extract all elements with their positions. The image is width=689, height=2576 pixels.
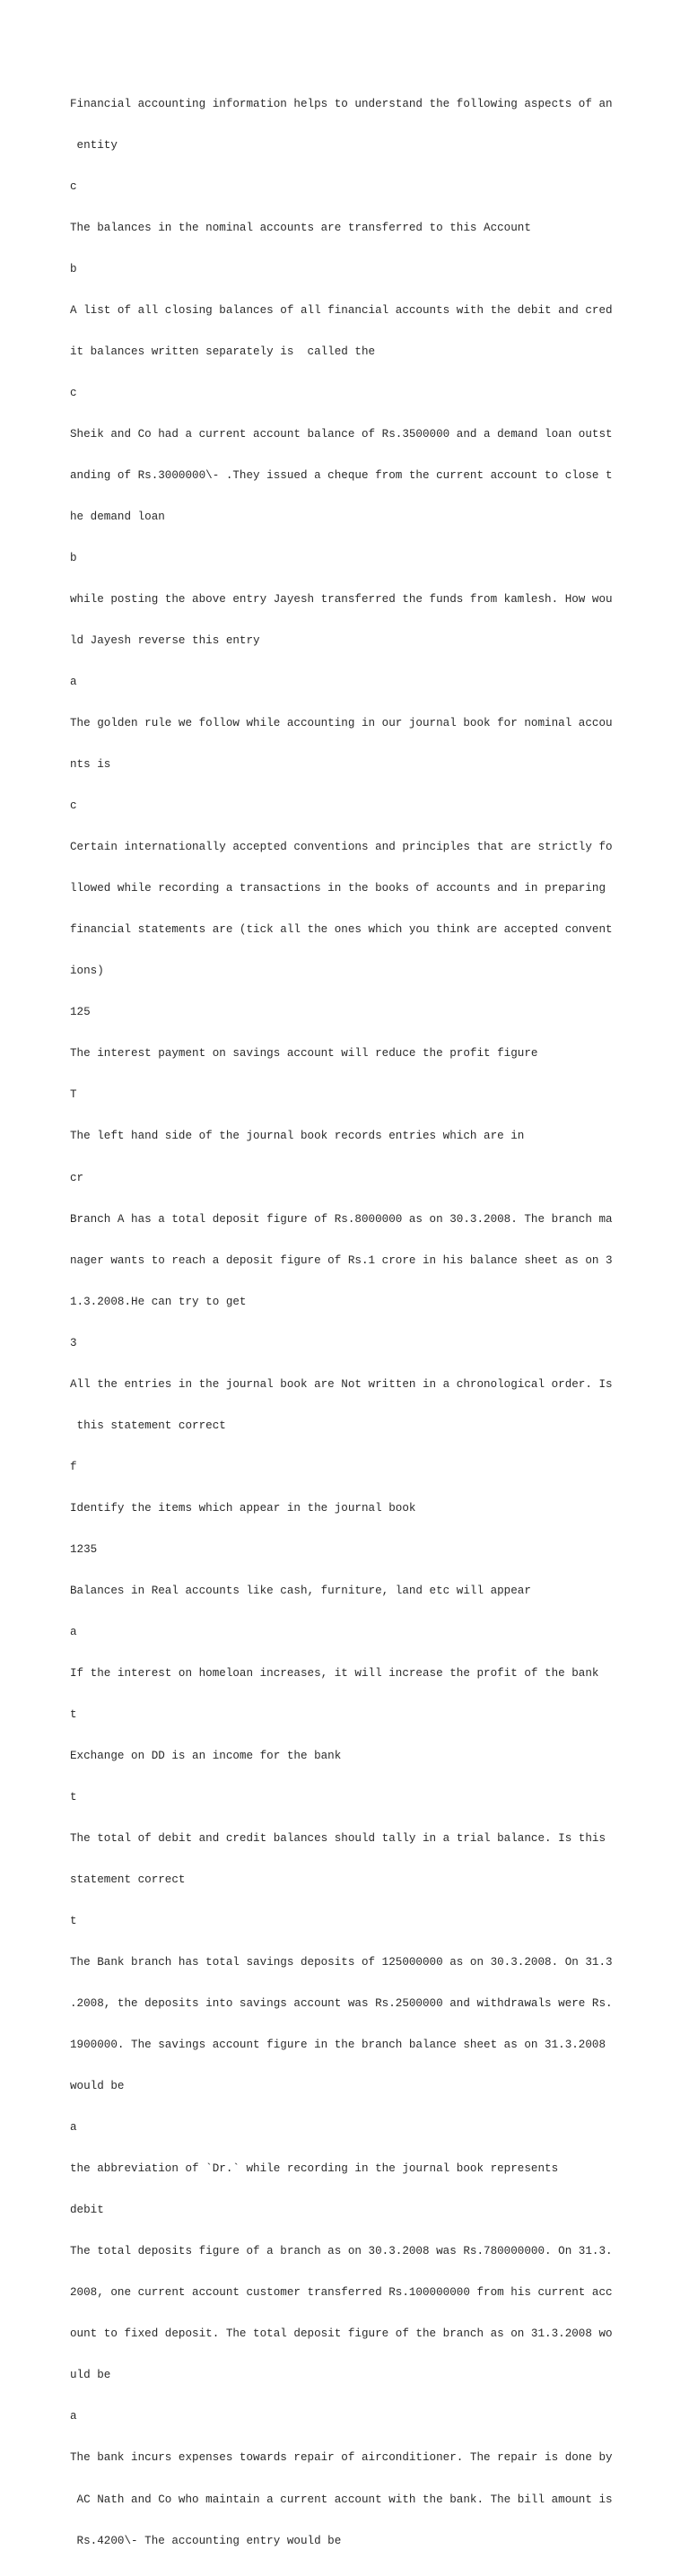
text-line: All the entries in the journal book are Not written in a chronological order. Is xyxy=(70,1377,613,1391)
text-line: 2008, one current account customer transferred Rs.100000000 from his current acc xyxy=(70,2286,613,2300)
text-line: llowed while recording a transactions in the books of accounts and in preparing xyxy=(70,882,606,895)
text-line: Identify the items which appear in the journal book xyxy=(70,1501,416,1515)
text-line: The Bank branch has total savings deposits of 125000000 as on 30.3.2008. On 31.3 xyxy=(70,1956,613,1969)
text-line: entity xyxy=(70,138,118,152)
text-line: b xyxy=(70,262,77,275)
text-line: t xyxy=(70,1915,77,1928)
text-line: a xyxy=(70,1625,77,1638)
text-line: t xyxy=(70,1707,77,1721)
text-line: The interest payment on savings account will reduce the profit figure xyxy=(70,1047,538,1061)
text-line: c xyxy=(70,799,77,813)
text-line: would be xyxy=(70,2080,125,2093)
text-line: nts is xyxy=(70,758,111,772)
text-line: statement correct xyxy=(70,1873,186,1887)
text-line: a xyxy=(70,2410,77,2423)
text-line: T xyxy=(70,1088,77,1102)
text-line: Balances in Real accounts like cash, furniture, land etc will appear xyxy=(70,1584,531,1597)
text-line: 3 xyxy=(70,1336,77,1349)
text-line: a xyxy=(70,2121,77,2135)
text-line: cr xyxy=(70,1171,84,1184)
text-line: Certain internationally accepted conventions and principles that are strictly fo xyxy=(70,841,613,854)
text-line: Sheik and Co had a current account balance of Rs.3500000 and a demand loan outst xyxy=(70,427,613,441)
text-line: while posting the above entry Jayesh transferred the funds from kamlesh. How wou xyxy=(70,593,613,607)
text-line: Branch A has a total deposit figure of Rs.8000000 as on 30.3.2008. The branch ma xyxy=(70,1212,613,1226)
text-line: ions) xyxy=(70,965,104,978)
text-line: ount to fixed deposit. The total deposit figure of the branch as on 31.3.2008 wo xyxy=(70,2327,613,2341)
text-line: The golden rule we follow while accounting in our journal book for nominal accou xyxy=(70,717,613,730)
text-line: The left hand side of the journal book records entries which are in xyxy=(70,1130,525,1143)
text-line: 1.3.2008.He can try to get xyxy=(70,1295,247,1308)
text-line: A list of all closing balances of all financial accounts with the debit and cred xyxy=(70,303,613,317)
text-line: b xyxy=(70,552,77,565)
text-line: f xyxy=(70,1460,77,1473)
text-line: debit xyxy=(70,2204,104,2217)
text-line: If the interest on homeloan increases, it will increase the profit of the bank xyxy=(70,1666,599,1680)
text-line: The total deposits figure of a branch as on 30.3.2008 was Rs.780000000. On 31.3. xyxy=(70,2245,613,2258)
text-line: this statement correct xyxy=(70,1419,226,1432)
text-line: Financial accounting information helps to understand the following aspects of an xyxy=(70,97,613,110)
text-line: a xyxy=(70,676,77,689)
text-line: nager wants to reach a deposit figure of Rs.1 crore in his balance sheet as on 3 xyxy=(70,1253,613,1267)
text-line: t xyxy=(70,1790,77,1803)
text-line: The balances in the nominal accounts are transferred to this Account xyxy=(70,221,531,234)
text-line: Rs.4200\- The accounting entry would be xyxy=(70,2534,342,2547)
text-line: ld Jayesh reverse this entry xyxy=(70,634,260,648)
text-line: it balances written separately is called the xyxy=(70,345,376,358)
text-line: The total of debit and credit balances should tally in a trial balance. Is this xyxy=(70,1832,606,1845)
text-line: 125 xyxy=(70,1006,91,1019)
text-line: c xyxy=(70,386,77,399)
text-line: c xyxy=(70,179,77,193)
text-line: financial statements are (tick all the ones which you think are accepted convent xyxy=(70,923,613,937)
text-line: AC Nath and Co who maintain a current account with the bank. The bill amount is xyxy=(70,2493,613,2506)
text-line: The bank incurs expenses towards repair of airconditioner. The repair is done by xyxy=(70,2451,613,2465)
text-line: Exchange on DD is an income for the bank xyxy=(70,1749,342,1762)
text-line: uld be xyxy=(70,2369,111,2382)
text-line: 1235 xyxy=(70,1542,98,1556)
text-line: 1900000. The savings account figure in the branch balance sheet as on 31.3.2008 xyxy=(70,2039,606,2052)
text-line: he demand loan xyxy=(70,511,165,523)
text-line: anding of Rs.3000000\- .They issued a cheque from the current account to close t xyxy=(70,468,613,482)
text-line: the abbreviation of `Dr.` while recording in the journal book represents xyxy=(70,2162,559,2176)
text-line: .2008, the deposits into savings account was Rs.2500000 and withdrawals were Rs. xyxy=(70,1997,613,2011)
document-text xyxy=(70,70,613,2576)
